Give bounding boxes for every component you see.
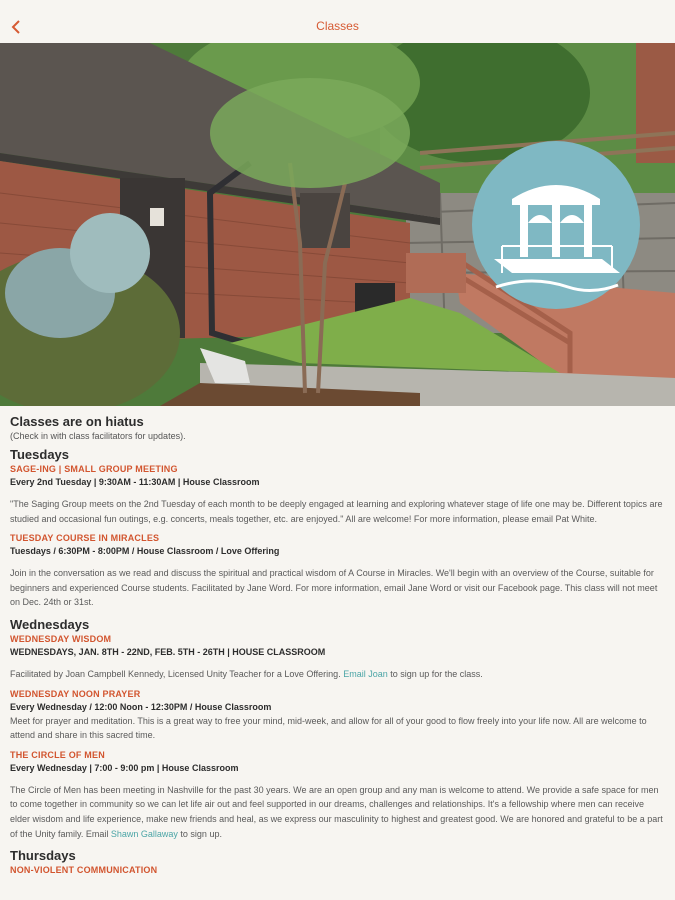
hero-image bbox=[0, 43, 675, 406]
class-title: TUESDAY COURSE IN MIRACLES bbox=[10, 533, 160, 544]
class-item bbox=[10, 464, 665, 526]
description-text: to sign up. bbox=[177, 828, 222, 839]
class-title: SAGE-ING | SMALL GROUP MEETING bbox=[10, 464, 178, 474]
page-title: Classes bbox=[316, 19, 359, 33]
description-text: to sign up for the class. bbox=[387, 668, 483, 679]
classes-content bbox=[10, 414, 665, 878]
class-schedule: Every Wednesday / 12:00 Noon - 12:30PM / House Classroom bbox=[10, 701, 272, 712]
description-text: The Circle of Men has been meeting in Nashville for the past 30 years. We are an open group and any man is welcome to attend. We provide a safe space for men to come together in community so we can let life air out and feel supported in our dreams, challenges and relationships. It's a fellowship where men can receive elder wisdom and life experience, make new friends and heal, as we express our masculinity to highest and greatest good. We are honored and grateful to be a part of the Unity family. Email bbox=[10, 784, 663, 839]
day-heading-tuesdays: Tuesdays bbox=[10, 447, 70, 462]
class-title: WEDNESDAY NOON PRAYER bbox=[10, 688, 141, 699]
class-item bbox=[10, 689, 665, 743]
description-text: Facilitated by Joan Campbell Kennedy, Licensed Unity Teacher for a Love Offering. bbox=[10, 668, 344, 679]
status-bar bbox=[0, 0, 675, 14]
class-schedule: Every 2nd Tuesday | 9:30AM - 11:30AM | House Classroom bbox=[10, 477, 260, 487]
class-title: WEDNESDAY WISDOM bbox=[10, 633, 112, 644]
day-heading-wednesdays: Wednesdays bbox=[10, 616, 90, 632]
nav-bar bbox=[0, 14, 675, 42]
class-description bbox=[10, 783, 665, 841]
class-item bbox=[10, 634, 665, 682]
class-schedule: Tuesdays / 6:30PM - 8:00PM / House Classroom / Love Offering bbox=[10, 546, 280, 557]
day-heading-thursdays: Thursdays bbox=[10, 848, 76, 864]
class-title: NON-VIOLENT COMMUNICATION bbox=[10, 865, 158, 876]
class-schedule: WEDNESDAYS, JAN. 8TH - 22ND, FEB. 5TH - 26TH | HOUSE CLASSROOM bbox=[10, 646, 326, 657]
class-description bbox=[10, 667, 665, 682]
class-schedule: Every Wednesday | 7:00 - 9:00 pm | House Classroom bbox=[10, 762, 239, 773]
class-description: "The Saging Group meets on the 2nd Tuesday of each month to be deeply engaged at learning and exploring whatever stage of life one may be. Different topics are studied and occasional fun outings, e.g. concerts, meals together, etc. are enjoyed." All are welcome! For more information, please email Pat White. bbox=[10, 499, 663, 524]
class-description: Join in the conversation as we read and discuss the spiritual and practical wisdom of A Course in Miracles. We'll begin with an overview of the Course, suitable for beginners and experienced Course students. Facilitated by Jane Word. For more information, email Jane Word or visit our Facebook page. This class will not meet on Dec. 24th or 31st. bbox=[10, 568, 658, 608]
hiatus-note: (Check in with class facilitators for updates). bbox=[10, 431, 186, 441]
class-title: THE CIRCLE OF MEN bbox=[10, 749, 105, 760]
email-joan-link[interactable]: Email Joan bbox=[343, 668, 388, 679]
gazebo-logo-icon bbox=[472, 141, 640, 309]
class-description: Meet for prayer and meditation. This is a great way to free your mind, mid-week, and allow for all of your good to flow freely into your life now. All are welcome to attend and share in this sacred time. bbox=[10, 715, 647, 741]
email-shawn-link[interactable]: Shawn Gallaway bbox=[110, 828, 178, 839]
class-item bbox=[10, 750, 665, 841]
class-item bbox=[10, 533, 665, 610]
hiatus-heading: Classes are on hiatus bbox=[10, 414, 144, 429]
